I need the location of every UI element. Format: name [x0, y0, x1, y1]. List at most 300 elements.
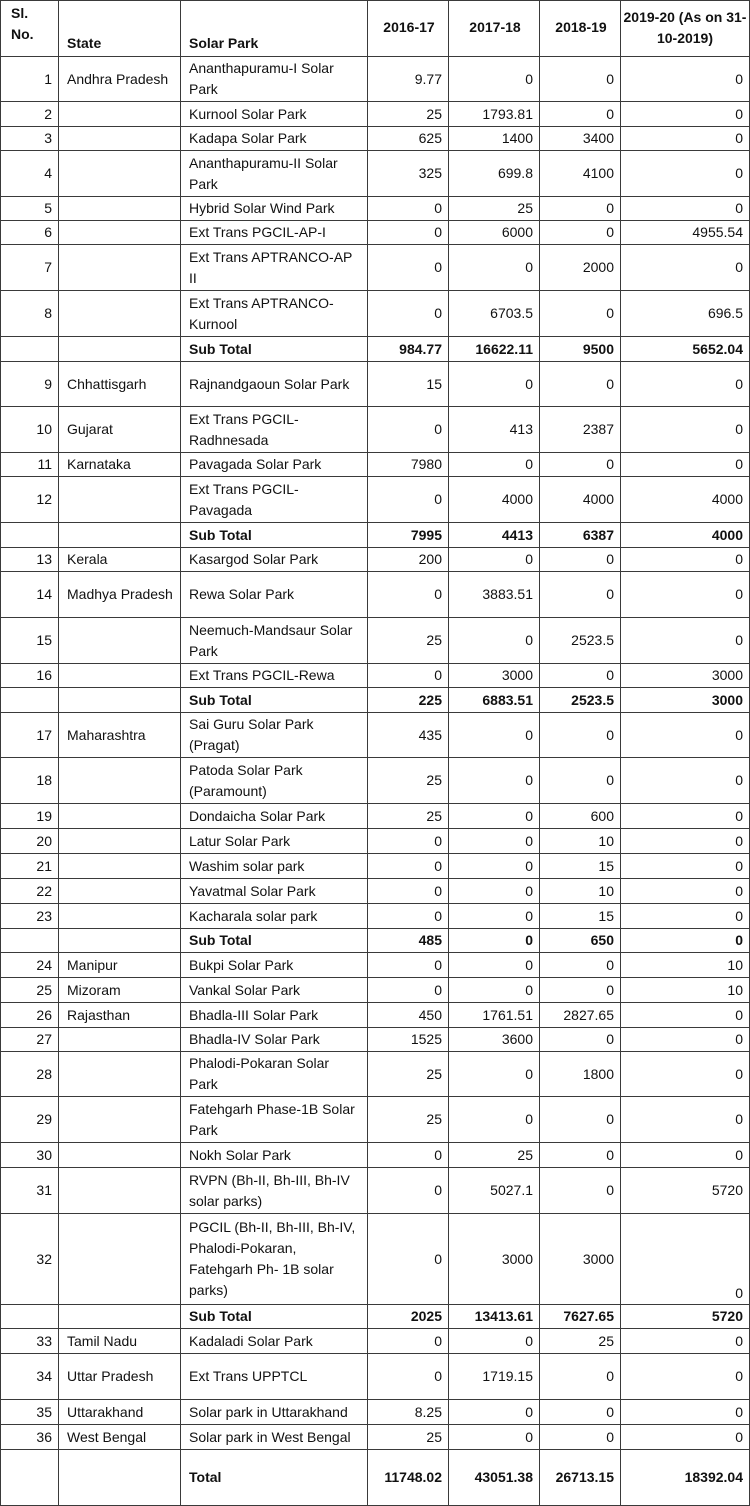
- table-row: [1, 1400, 750, 1425]
- cell-state: [59, 1305, 181, 1329]
- cell-state: [59, 245, 181, 291]
- cell-sub-total-label: Sub Total: [181, 688, 368, 713]
- cell-solar-park: Bhadla-III Solar Park: [181, 1003, 368, 1028]
- cell-sl-no: 9: [1, 362, 59, 407]
- cell-state: [59, 1097, 181, 1143]
- cell-sub-total-label: Sub Total: [181, 337, 368, 362]
- cell-state: Madhya Pradesh: [59, 572, 181, 618]
- cell-solar-park: Ext Trans PGCIL-Rewa: [181, 664, 368, 688]
- cell-solar-park: Neemuch-Mandsaur Solar Park: [181, 618, 368, 664]
- cell-2019-20: 0: [621, 1354, 750, 1400]
- cell-solar-park: Fatehgarh Phase-1B Solar Park: [181, 1097, 368, 1143]
- table-row: [1, 664, 750, 688]
- cell-solar-park: Kadapa Solar Park: [181, 127, 368, 151]
- cell-2016-17: 0: [368, 879, 449, 904]
- cell-2017-18: 699.8: [449, 151, 540, 197]
- cell-state: Mizoram: [59, 978, 181, 1003]
- cell-2018-19: 15: [540, 904, 621, 929]
- cell-2017-18: 0: [449, 829, 540, 854]
- cell-2017-18: 25: [449, 197, 540, 221]
- cell-2018-19: 25: [540, 1329, 621, 1354]
- cell-sub-total-label: Sub Total: [181, 523, 368, 548]
- cell-solar-park: Rajnandgaoun Solar Park: [181, 362, 368, 407]
- cell-2017-18: 3000: [449, 1214, 540, 1305]
- cell-solar-park: Ext Trans PGCIL-Pavagada: [181, 477, 368, 523]
- cell-sl-no: 13: [1, 548, 59, 572]
- cell-2018-19: 0: [540, 221, 621, 245]
- cell-2016-17: 0: [368, 1214, 449, 1305]
- cell-2017-18: 6000: [449, 221, 540, 245]
- cell-2016-17: 0: [368, 407, 449, 453]
- cell-sl-no: 14: [1, 572, 59, 618]
- cell-2016-17: 15: [368, 362, 449, 407]
- cell-2019-20: 0: [621, 407, 750, 453]
- cell-solar-park: Pavagada Solar Park: [181, 453, 368, 477]
- cell-2017-18: 0: [449, 758, 540, 804]
- cell-solar-park: Dondaicha Solar Park: [181, 804, 368, 829]
- cell-solar-park: Sai Guru Solar Park (Pragat): [181, 713, 368, 758]
- cell-2017-18: 0: [449, 1329, 540, 1354]
- cell-sl-no: 28: [1, 1052, 59, 1097]
- table-row: [1, 1168, 750, 1214]
- header-2019-20: 2019-20 (As on 31-10-2019): [621, 1, 750, 57]
- cell-sl-no: 36: [1, 1425, 59, 1450]
- header-2017-18: 2017-18: [449, 1, 540, 57]
- cell-2017-18: 0: [449, 1097, 540, 1143]
- cell-state: [59, 1168, 181, 1214]
- cell-2016-17: 0: [368, 1168, 449, 1214]
- total-row: [1, 1450, 750, 1506]
- cell-sl-no: 12: [1, 477, 59, 523]
- cell-sl-no: 35: [1, 1400, 59, 1425]
- cell-2018-19: 15: [540, 854, 621, 879]
- table-row: [1, 978, 750, 1003]
- table-row: [1, 758, 750, 804]
- cell-2017-18: 0: [449, 879, 540, 904]
- table-row: [1, 407, 750, 453]
- cell-2018-19: 4000: [540, 477, 621, 523]
- cell-sl-no: 19: [1, 804, 59, 829]
- cell-2019-20: 0: [621, 1052, 750, 1097]
- cell-2019-20: 0: [621, 879, 750, 904]
- cell-2018-19: 26713.15: [540, 1450, 621, 1506]
- cell-2019-20: 0: [621, 453, 750, 477]
- table-row: [1, 221, 750, 245]
- table-row: [1, 291, 750, 337]
- cell-2016-17: 11748.02: [368, 1450, 449, 1506]
- cell-solar-park: Bukpi Solar Park: [181, 953, 368, 978]
- table-row: [1, 548, 750, 572]
- cell-2018-19: 10: [540, 829, 621, 854]
- cell-2016-17: 0: [368, 854, 449, 879]
- cell-state: [59, 1143, 181, 1168]
- cell-2018-19: 3000: [540, 1214, 621, 1305]
- cell-state: [59, 197, 181, 221]
- cell-sl-no: 11: [1, 453, 59, 477]
- cell-2018-19: 0: [540, 953, 621, 978]
- cell-solar-park: Ext Trans APTRANCO-AP II: [181, 245, 368, 291]
- cell-2018-19: 650: [540, 929, 621, 953]
- cell-sl-no: 7: [1, 245, 59, 291]
- cell-2017-18: 1400: [449, 127, 540, 151]
- cell-2018-19: 2387: [540, 407, 621, 453]
- subtotal-row: [1, 337, 750, 362]
- cell-2016-17: 0: [368, 829, 449, 854]
- cell-solar-park: Ext Trans UPPTCL: [181, 1354, 368, 1400]
- cell-2016-17: 7995: [368, 523, 449, 548]
- cell-2016-17: 0: [368, 221, 449, 245]
- cell-2019-20: 10: [621, 953, 750, 978]
- cell-solar-park: Kasargod Solar Park: [181, 548, 368, 572]
- cell-2018-19: 2523.5: [540, 688, 621, 713]
- cell-sl-no: 30: [1, 1143, 59, 1168]
- cell-total-label: Total: [181, 1450, 368, 1506]
- cell-solar-park: Solar park in Uttarakhand: [181, 1400, 368, 1425]
- table-row: [1, 953, 750, 978]
- cell-2018-19: 0: [540, 57, 621, 102]
- cell-2016-17: 0: [368, 572, 449, 618]
- cell-solar-park: Solar park in West Bengal: [181, 1425, 368, 1450]
- cell-sl-no: 6: [1, 221, 59, 245]
- cell-2016-17: 0: [368, 291, 449, 337]
- cell-state: West Bengal: [59, 1425, 181, 1450]
- cell-sl-no: [1, 337, 59, 362]
- cell-2016-17: 0: [368, 245, 449, 291]
- cell-2018-19: 0: [540, 1143, 621, 1168]
- cell-2019-20: 0: [621, 127, 750, 151]
- cell-2016-17: 0: [368, 1143, 449, 1168]
- table-row: [1, 57, 750, 102]
- cell-2016-17: 1525: [368, 1028, 449, 1052]
- header-2016-17: 2016-17: [368, 1, 449, 57]
- cell-state: Uttarakhand: [59, 1400, 181, 1425]
- cell-2016-17: 0: [368, 953, 449, 978]
- cell-2016-17: 25: [368, 1052, 449, 1097]
- cell-state: [59, 1052, 181, 1097]
- cell-2017-18: 43051.38: [449, 1450, 540, 1506]
- cell-2019-20: 0: [621, 245, 750, 291]
- cell-sl-no: 10: [1, 407, 59, 453]
- cell-solar-park: Kurnool Solar Park: [181, 102, 368, 127]
- cell-sl-no: 3: [1, 127, 59, 151]
- cell-2017-18: 0: [449, 854, 540, 879]
- cell-solar-park: Latur Solar Park: [181, 829, 368, 854]
- cell-2019-20: 0: [621, 197, 750, 221]
- cell-2016-17: 7980: [368, 453, 449, 477]
- cell-state: [59, 688, 181, 713]
- cell-2019-20: 3000: [621, 664, 750, 688]
- cell-solar-park: Ananthapuramu-II Solar Park: [181, 151, 368, 197]
- cell-2017-18: 0: [449, 929, 540, 953]
- cell-2018-19: 0: [540, 362, 621, 407]
- cell-state: Karnataka: [59, 453, 181, 477]
- cell-2016-17: 2025: [368, 1305, 449, 1329]
- cell-state: [59, 477, 181, 523]
- cell-2016-17: 984.77: [368, 337, 449, 362]
- cell-2018-19: 0: [540, 1425, 621, 1450]
- cell-solar-park: Washim solar park: [181, 854, 368, 879]
- cell-state: [59, 904, 181, 929]
- cell-2017-18: 0: [449, 453, 540, 477]
- cell-2018-19: 2000: [540, 245, 621, 291]
- cell-state: [59, 664, 181, 688]
- cell-state: [59, 1028, 181, 1052]
- table-row: [1, 1143, 750, 1168]
- cell-2016-17: 625: [368, 127, 449, 151]
- cell-2017-18: 5027.1: [449, 1168, 540, 1214]
- subtotal-row: [1, 688, 750, 713]
- cell-2019-20: 0: [621, 362, 750, 407]
- cell-2019-20: 0: [621, 1214, 750, 1305]
- cell-solar-park: Patoda Solar Park (Paramount): [181, 758, 368, 804]
- cell-2016-17: 25: [368, 102, 449, 127]
- cell-2019-20: 0: [621, 548, 750, 572]
- cell-2017-18: 0: [449, 1052, 540, 1097]
- cell-sub-total-label: Sub Total: [181, 1305, 368, 1329]
- cell-2017-18: 3883.51: [449, 572, 540, 618]
- cell-sl-no: [1, 523, 59, 548]
- cell-solar-park: Kacharala solar park: [181, 904, 368, 929]
- cell-sl-no: 20: [1, 829, 59, 854]
- table-row: [1, 453, 750, 477]
- cell-solar-park: Rewa Solar Park: [181, 572, 368, 618]
- table-row: [1, 127, 750, 151]
- cell-sl-no: 21: [1, 854, 59, 879]
- header-solar-park: Solar Park: [181, 1, 368, 57]
- subtotal-row: [1, 523, 750, 548]
- cell-2017-18: 0: [449, 713, 540, 758]
- cell-2017-18: 3600: [449, 1028, 540, 1052]
- cell-2016-17: 0: [368, 477, 449, 523]
- cell-2019-20: 0: [621, 572, 750, 618]
- cell-2016-17: 25: [368, 618, 449, 664]
- cell-state: [59, 127, 181, 151]
- cell-2019-20: 0: [621, 904, 750, 929]
- table-row: [1, 572, 750, 618]
- cell-2018-19: 0: [540, 453, 621, 477]
- cell-2016-17: 200: [368, 548, 449, 572]
- cell-sl-no: 34: [1, 1354, 59, 1400]
- cell-state: [59, 151, 181, 197]
- cell-state: [59, 618, 181, 664]
- cell-2016-17: 0: [368, 978, 449, 1003]
- table-row: [1, 1425, 750, 1450]
- cell-2018-19: 0: [540, 1028, 621, 1052]
- cell-2019-20: 696.5: [621, 291, 750, 337]
- table-row: [1, 1028, 750, 1052]
- cell-2017-18: 4000: [449, 477, 540, 523]
- cell-2018-19: 6387: [540, 523, 621, 548]
- cell-2019-20: 10: [621, 978, 750, 1003]
- cell-sl-no: [1, 1450, 59, 1506]
- cell-2018-19: 10: [540, 879, 621, 904]
- cell-solar-park: RVPN (Bh-II, Bh-III, Bh-IV solar parks): [181, 1168, 368, 1214]
- cell-2018-19: 600: [540, 804, 621, 829]
- cell-2017-18: 1719.15: [449, 1354, 540, 1400]
- header-row: [1, 1, 750, 57]
- cell-2019-20: 0: [621, 1400, 750, 1425]
- cell-2016-17: 325: [368, 151, 449, 197]
- cell-state: [59, 829, 181, 854]
- cell-sl-no: 24: [1, 953, 59, 978]
- cell-2016-17: 8.25: [368, 1400, 449, 1425]
- cell-sl-no: 4: [1, 151, 59, 197]
- cell-state: Rajasthan: [59, 1003, 181, 1028]
- cell-2017-18: 0: [449, 618, 540, 664]
- cell-solar-park: Ext Trans PGCIL-Radhnesada: [181, 407, 368, 453]
- cell-state: [59, 221, 181, 245]
- cell-2018-19: 0: [540, 102, 621, 127]
- cell-2016-17: 225: [368, 688, 449, 713]
- cell-2017-18: 0: [449, 804, 540, 829]
- cell-2016-17: 9.77: [368, 57, 449, 102]
- cell-2019-20: 0: [621, 1329, 750, 1354]
- cell-state: [59, 879, 181, 904]
- cell-2018-19: 2827.65: [540, 1003, 621, 1028]
- cell-2017-18: 0: [449, 57, 540, 102]
- cell-state: Chhattisgarh: [59, 362, 181, 407]
- cell-2018-19: 0: [540, 291, 621, 337]
- cell-2019-20: 4000: [621, 477, 750, 523]
- cell-2018-19: 1800: [540, 1052, 621, 1097]
- cell-sl-no: [1, 1305, 59, 1329]
- table-row: [1, 1329, 750, 1354]
- cell-sl-no: 26: [1, 1003, 59, 1028]
- subtotal-row: [1, 1305, 750, 1329]
- cell-state: Gujarat: [59, 407, 181, 453]
- cell-2017-18: 0: [449, 978, 540, 1003]
- cell-2019-20: 0: [621, 1425, 750, 1450]
- cell-2016-17: 0: [368, 1329, 449, 1354]
- cell-state: [59, 929, 181, 953]
- cell-2018-19: 7627.65: [540, 1305, 621, 1329]
- cell-state: Maharashtra: [59, 713, 181, 758]
- cell-sl-no: 17: [1, 713, 59, 758]
- cell-2019-20: 0: [621, 713, 750, 758]
- cell-2016-17: 0: [368, 664, 449, 688]
- cell-sl-no: [1, 688, 59, 713]
- cell-2019-20: 0: [621, 57, 750, 102]
- cell-2018-19: 9500: [540, 337, 621, 362]
- cell-sl-no: 15: [1, 618, 59, 664]
- cell-2016-17: 485: [368, 929, 449, 953]
- cell-solar-park: Phalodi-Pokaran Solar Park: [181, 1052, 368, 1097]
- cell-state: Tamil Nadu: [59, 1329, 181, 1354]
- cell-solar-park: Nokh Solar Park: [181, 1143, 368, 1168]
- cell-2019-20: 0: [621, 854, 750, 879]
- cell-solar-park: Kadaladi Solar Park: [181, 1329, 368, 1354]
- cell-state: [59, 523, 181, 548]
- cell-sl-no: 25: [1, 978, 59, 1003]
- cell-2017-18: 0: [449, 904, 540, 929]
- cell-2019-20: 0: [621, 758, 750, 804]
- table-row: [1, 245, 750, 291]
- cell-solar-park: Ananthapuramu-I Solar Park: [181, 57, 368, 102]
- cell-solar-park: Ext Trans APTRANCO-Kurnool: [181, 291, 368, 337]
- cell-2019-20: 0: [621, 1003, 750, 1028]
- cell-2016-17: 25: [368, 758, 449, 804]
- table-row: [1, 151, 750, 197]
- cell-sl-no: [1, 929, 59, 953]
- cell-sl-no: 8: [1, 291, 59, 337]
- cell-2016-17: 25: [368, 1097, 449, 1143]
- cell-2019-20: 4000: [621, 523, 750, 548]
- cell-2018-19: 0: [540, 1354, 621, 1400]
- cell-2017-18: 0: [449, 953, 540, 978]
- cell-2018-19: 2523.5: [540, 618, 621, 664]
- cell-2017-18: 413: [449, 407, 540, 453]
- cell-2017-18: 1793.81: [449, 102, 540, 127]
- table-row: [1, 879, 750, 904]
- cell-2018-19: 0: [540, 1097, 621, 1143]
- cell-2018-19: 3400: [540, 127, 621, 151]
- cell-2019-20: 0: [621, 829, 750, 854]
- cell-2019-20: 0: [621, 929, 750, 953]
- cell-2019-20: 18392.04: [621, 1450, 750, 1506]
- cell-2017-18: 0: [449, 362, 540, 407]
- table-body: [1, 1, 750, 1506]
- subtotal-row: [1, 929, 750, 953]
- cell-sl-no: 5: [1, 197, 59, 221]
- table-row: [1, 102, 750, 127]
- cell-2017-18: 6703.5: [449, 291, 540, 337]
- cell-sub-total-label: Sub Total: [181, 929, 368, 953]
- cell-2017-18: 25: [449, 1143, 540, 1168]
- table-row: [1, 854, 750, 879]
- cell-sl-no: 23: [1, 904, 59, 929]
- cell-sl-no: 31: [1, 1168, 59, 1214]
- cell-2019-20: 0: [621, 151, 750, 197]
- cell-state: [59, 1214, 181, 1305]
- cell-2018-19: 0: [540, 664, 621, 688]
- cell-state: [59, 1450, 181, 1506]
- cell-2019-20: 4955.54: [621, 221, 750, 245]
- cell-2019-20: 0: [621, 1028, 750, 1052]
- header-2018-19: 2018-19: [540, 1, 621, 57]
- table-row: [1, 1003, 750, 1028]
- cell-2016-17: 435: [368, 713, 449, 758]
- cell-2016-17: 25: [368, 1425, 449, 1450]
- cell-2019-20: 0: [621, 804, 750, 829]
- cell-sl-no: 29: [1, 1097, 59, 1143]
- table-row: [1, 1097, 750, 1143]
- cell-2016-17: 0: [368, 197, 449, 221]
- cell-2019-20: 5720: [621, 1305, 750, 1329]
- table-row: [1, 477, 750, 523]
- table-row: [1, 713, 750, 758]
- table-row: [1, 829, 750, 854]
- table-row: [1, 362, 750, 407]
- table-row: [1, 197, 750, 221]
- cell-2019-20: 0: [621, 1143, 750, 1168]
- cell-2017-18: 4413: [449, 523, 540, 548]
- table-row: [1, 804, 750, 829]
- cell-2016-17: 0: [368, 904, 449, 929]
- cell-sl-no: 2: [1, 102, 59, 127]
- cell-2017-18: 6883.51: [449, 688, 540, 713]
- cell-solar-park: Vankal Solar Park: [181, 978, 368, 1003]
- cell-2016-17: 450: [368, 1003, 449, 1028]
- cell-state: Uttar Pradesh: [59, 1354, 181, 1400]
- cell-2019-20: 0: [621, 1097, 750, 1143]
- cell-state: Andhra Pradesh: [59, 57, 181, 102]
- cell-solar-park: Ext Trans PGCIL-AP-I: [181, 221, 368, 245]
- table-row: [1, 1214, 750, 1305]
- cell-sl-no: 18: [1, 758, 59, 804]
- table-row: [1, 1354, 750, 1400]
- cell-sl-no: 1: [1, 57, 59, 102]
- cell-2017-18: 0: [449, 548, 540, 572]
